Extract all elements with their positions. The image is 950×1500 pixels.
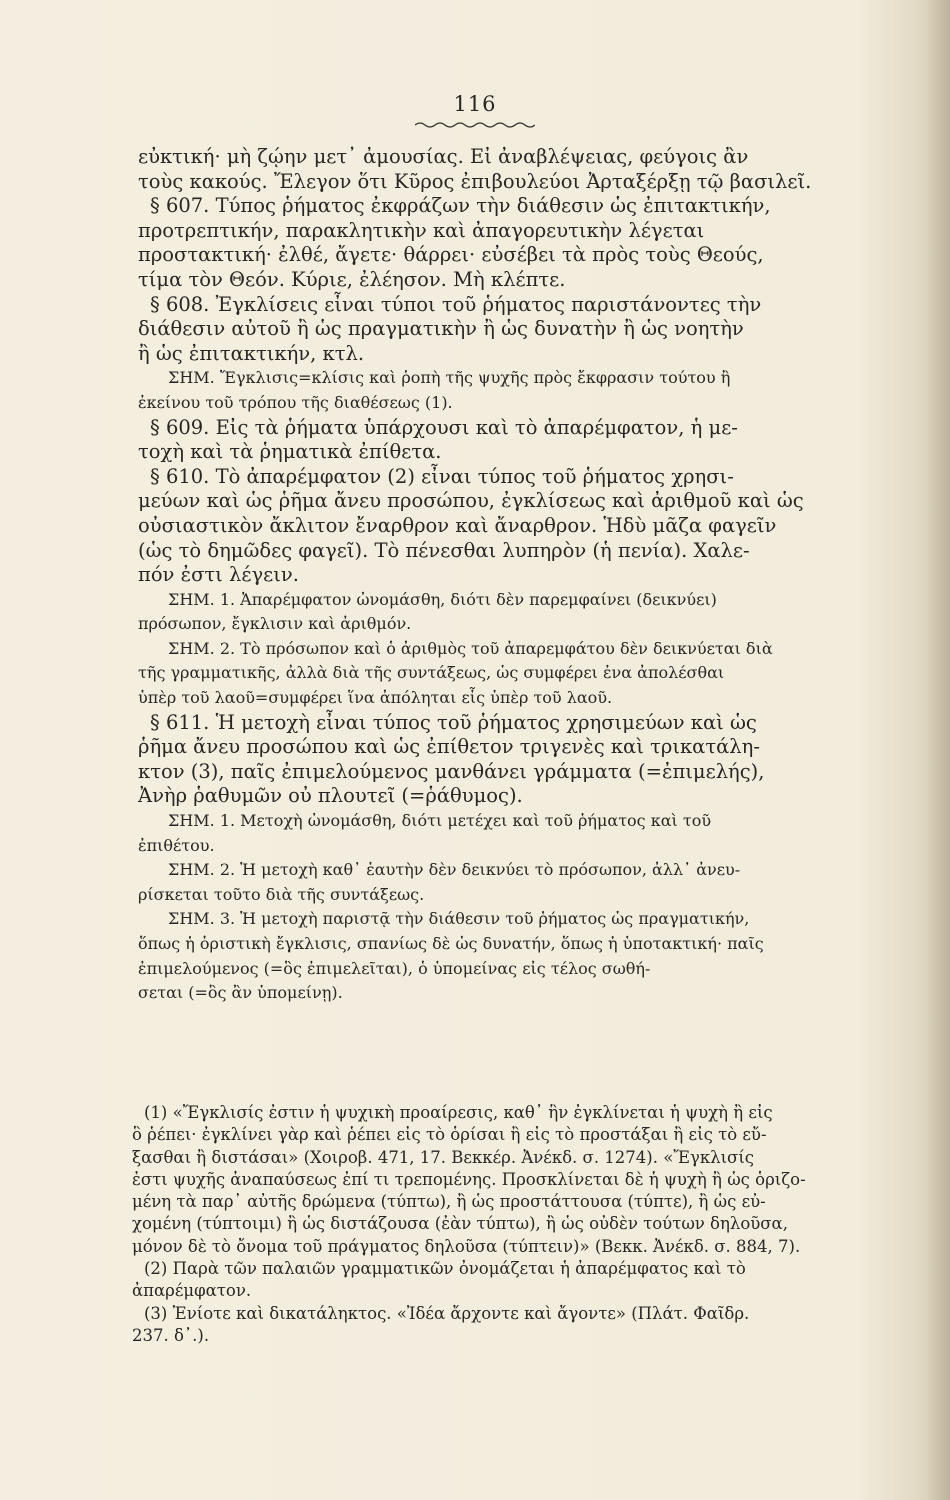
footnote-line: ξασθαι ἢ διστάσαι» (Χοιροβ. 471, 17. Βεκκέρ. Ἀνέκδ. σ. 1274). «Ἔγκλισίς xyxy=(132,1147,755,1167)
text-line: οὐσιαστικὸν ἄκλιτον ἔναρθρον καὶ ἄναρθρον. Ἡδὺ μᾶζα φαγεῖν xyxy=(138,513,777,537)
text-line: κτον (3), παῖς ἐπιμελούμενος μανθάνει γράμματα (=ἐπιμελής), xyxy=(138,759,765,783)
text-line: προστακτική· ἐλθέ, ἄγετε· θάρρει· εὐσέβει τὰ πρὸς τοὺς Θεούς, xyxy=(138,243,764,267)
note-line: ΣΗΜ. 1. Μετοχὴ ὠνομάσθη, διότι μετέχει καὶ τοῦ ῥήματος καὶ τοῦ xyxy=(168,811,712,831)
footnotes xyxy=(132,1102,872,1347)
page-number: 116 xyxy=(453,92,497,116)
note-line: ὑπὲρ τοῦ λαοῦ=συμφέρει ἵνα ἀπόληται εἷς ὑπὲρ τοῦ λαοῦ. xyxy=(138,688,613,708)
note-line: ἐκείνου τοῦ τρόπου τῆς διαθέσεως (1). xyxy=(138,392,453,412)
paragraph-608: § 608. Ἐγκλίσεις εἶναι τύποι τοῦ ῥήματος παριστάνοντες τὴν xyxy=(150,292,762,316)
text-line: προτρεπτικήν, παρακλητικὴν καὶ ἀπαγορευτικὴν λέγεται xyxy=(138,218,705,242)
footnote-1: (1) «Ἔγκλισίς ἐστιν ἡ ψυχικὴ προαίρεσις, καθ᾽ ἣν ἐγκλίνεται ἡ ψυχὴ ἢ εἰς xyxy=(144,1103,773,1122)
note-line: ΣΗΜ. 2. Τὸ πρόσωπον καὶ ὁ ἀριθμὸς τοῦ ἀπαρεμφάτου δὲν δεικνύεται διὰ xyxy=(168,638,773,658)
note-line: ΣΗΜ. 2. Ἡ μετοχὴ καθ᾽ ἑαυτὴν δὲν δεικνύει τὸ πρόσωπον, ἀλλ᾽ ἀνευ- xyxy=(168,860,741,880)
note-line: ΣΗΜ. 1. Ἀπαρέμφατον ὠνομάσθη, διότι δὲν παρεμφαίνει (δεικνύει) xyxy=(168,589,717,609)
paragraph-611: § 611. Ἡ μετοχὴ εἶναι τύπος τοῦ ῥήματος χρησιμεύων καὶ ὡς xyxy=(150,710,757,734)
text-line: Ἀνὴρ ῥαθυμῶν οὐ πλουτεῖ (=ῥάθυμος). xyxy=(138,784,523,808)
footnote-line: 237. δ᾽.). xyxy=(132,1325,210,1345)
text-line: ῥῆμα ἄνευ προσώπου καὶ ὡς ἐπίθετον τριγενὲς καὶ τρικατάλη- xyxy=(138,735,760,759)
text-line: διάθεσιν αὐτοῦ ἢ ὡς πραγματικὴν ἢ ὡς δυνατὴν ἢ ὡς νοητὴν xyxy=(138,317,744,341)
text-line: μεύων καὶ ὡς ῥῆμα ἄνευ προσώπου, ἐγκλίσεως καὶ ἀριθμοῦ καὶ ὡς xyxy=(138,489,804,513)
footnote-line: μόνον δὲ τὸ ὄνομα τοῦ πράγματος δηλοῦσα (τύπτειν)» (Βεκκ. Ἀνέκδ. σ. 884, 7). xyxy=(132,1236,801,1256)
footnote-line: μένη τὰ παρ᾽ αὐτῆς δρώμενα (τύπτω), ἢ ὡς προστάττουσα (τύπτε), ἢ ὡς εὐ- xyxy=(132,1192,766,1212)
note-line: ΣΗΜ. Ἔγκλισις=κλίσις καὶ ῥοπὴ τῆς ψυχῆς πρὸς ἔκφρασιν τούτου ἢ xyxy=(168,368,731,388)
main-text xyxy=(138,145,878,1006)
note-line: τῆς γραμματικῆς, ἀλλὰ διὰ τῆς συντάξεως, ὡς συμφέρει ἐνα ἀπολέσθαι xyxy=(138,663,725,683)
note-line: ρίσκεται τοῦτο διὰ τῆς συντάξεως. xyxy=(138,884,425,904)
page-edge xyxy=(928,0,950,1500)
ornament-wavy-line xyxy=(415,120,535,130)
footnote-line: ὃ ῥέπει· ἐγκλίνει γὰρ καὶ ῥέπει εἰς τὸ ὁρίσαι ἢ εἰς τὸ προστάξαι ἢ εἰς τὸ εὔ- xyxy=(132,1125,767,1145)
note-line: πρόσωπον, ἔγκλισιν καὶ ἀριθμόν. xyxy=(138,614,412,634)
text-line: πόν ἐστι λέγειν. xyxy=(138,563,299,587)
footnote-line: ἐστι ψυχῆς ἀναπαύσεως ἐπί τι τρεπομένης. Προσκλίνεται δὲ ἡ ψυχὴ ἢ ὡς ὁριζο- xyxy=(132,1169,806,1189)
paragraph-610: § 610. Τὸ ἀπαρέμφατον (2) εἶναι τύπος τοῦ ῥήματος χρησι- xyxy=(150,464,734,488)
note-line: σεται (=ὃς ἂν ὑπομείνῃ). xyxy=(138,983,343,1003)
note-line: ὅπως ἡ ὁριστικὴ ἔγκλισις, σπανίως δὲ ὡς δυνατήν, ὅπως ἡ ὑποτακτική· παῖς xyxy=(138,934,764,953)
footnote-line: ἀπαρέμφατον. xyxy=(132,1281,252,1301)
footnote-line: χομένη (τύπτοιμι) ἢ ὡς διστάζουσα (ἐὰν τύπτω), ἢ ὡς οὐδὲν τούτων δηλοῦσα, xyxy=(132,1214,788,1234)
paragraph-607: § 607. Τύπος ῥήματος ἐκφράζων τὴν διάθεσιν ὡς ἐπιτακτικήν, xyxy=(150,194,771,218)
footnote-3: (3) Ἐνίοτε καὶ δικατάληκτος. «Ἰδέα ἄρχοντε καὶ ἄγοντε» (Πλάτ. Φαῖδρ. xyxy=(144,1303,750,1323)
footnote-2: (2) Παρὰ τῶν παλαιῶν γραμματικῶν ὀνομάζεται ἡ ἀπαρέμφατος καὶ τὸ xyxy=(144,1259,746,1279)
note-line: ΣΗΜ. 3. Ἡ μετοχὴ παριστᾷ τὴν διάθεσιν τοῦ ῥήματος ὡς πραγματικήν, xyxy=(168,909,750,929)
text-line: τίμα τὸν Θεόν. Κύριε, ἐλέησον. Μὴ κλέπτε. xyxy=(138,267,566,291)
note-line: ἐπιμελούμενος (=ὃς ἐπιμελεῖται), ὁ ὑπομείνας εἰς τέλος σωθή- xyxy=(138,958,651,978)
text-line: ἢ ὡς ἐπιτακτικήν, κτλ. xyxy=(138,341,365,365)
paragraph-609: § 609. Εἰς τὰ ῥήματα ὑπάρχουσι καὶ τὸ ἀπαρέμφατον, ἡ με- xyxy=(150,415,738,439)
text-line: τοχὴ καὶ τὰ ῥηματικὰ ἐπίθετα. xyxy=(138,440,442,464)
text-line: τοὺς κακούς. Ἔλεγον ὅτι Κῦρος ἐπιβουλεύοι Ἀρταξέρξῃ τῷ βασιλεῖ. xyxy=(138,169,812,193)
text-line: (ὡς τὸ δημῶδες φαγεῖ). Τὸ πένεσθαι λυπηρὸν (ἡ πενία). Χαλε- xyxy=(138,538,750,562)
note-line: ἐπιθέτου. xyxy=(138,835,215,855)
text-line: εὐκτική· μὴ ζῴην μετ᾽ ἀμουσίας. Εἰ ἀναβλέψειας, φεύγοις ἂν xyxy=(138,145,749,168)
